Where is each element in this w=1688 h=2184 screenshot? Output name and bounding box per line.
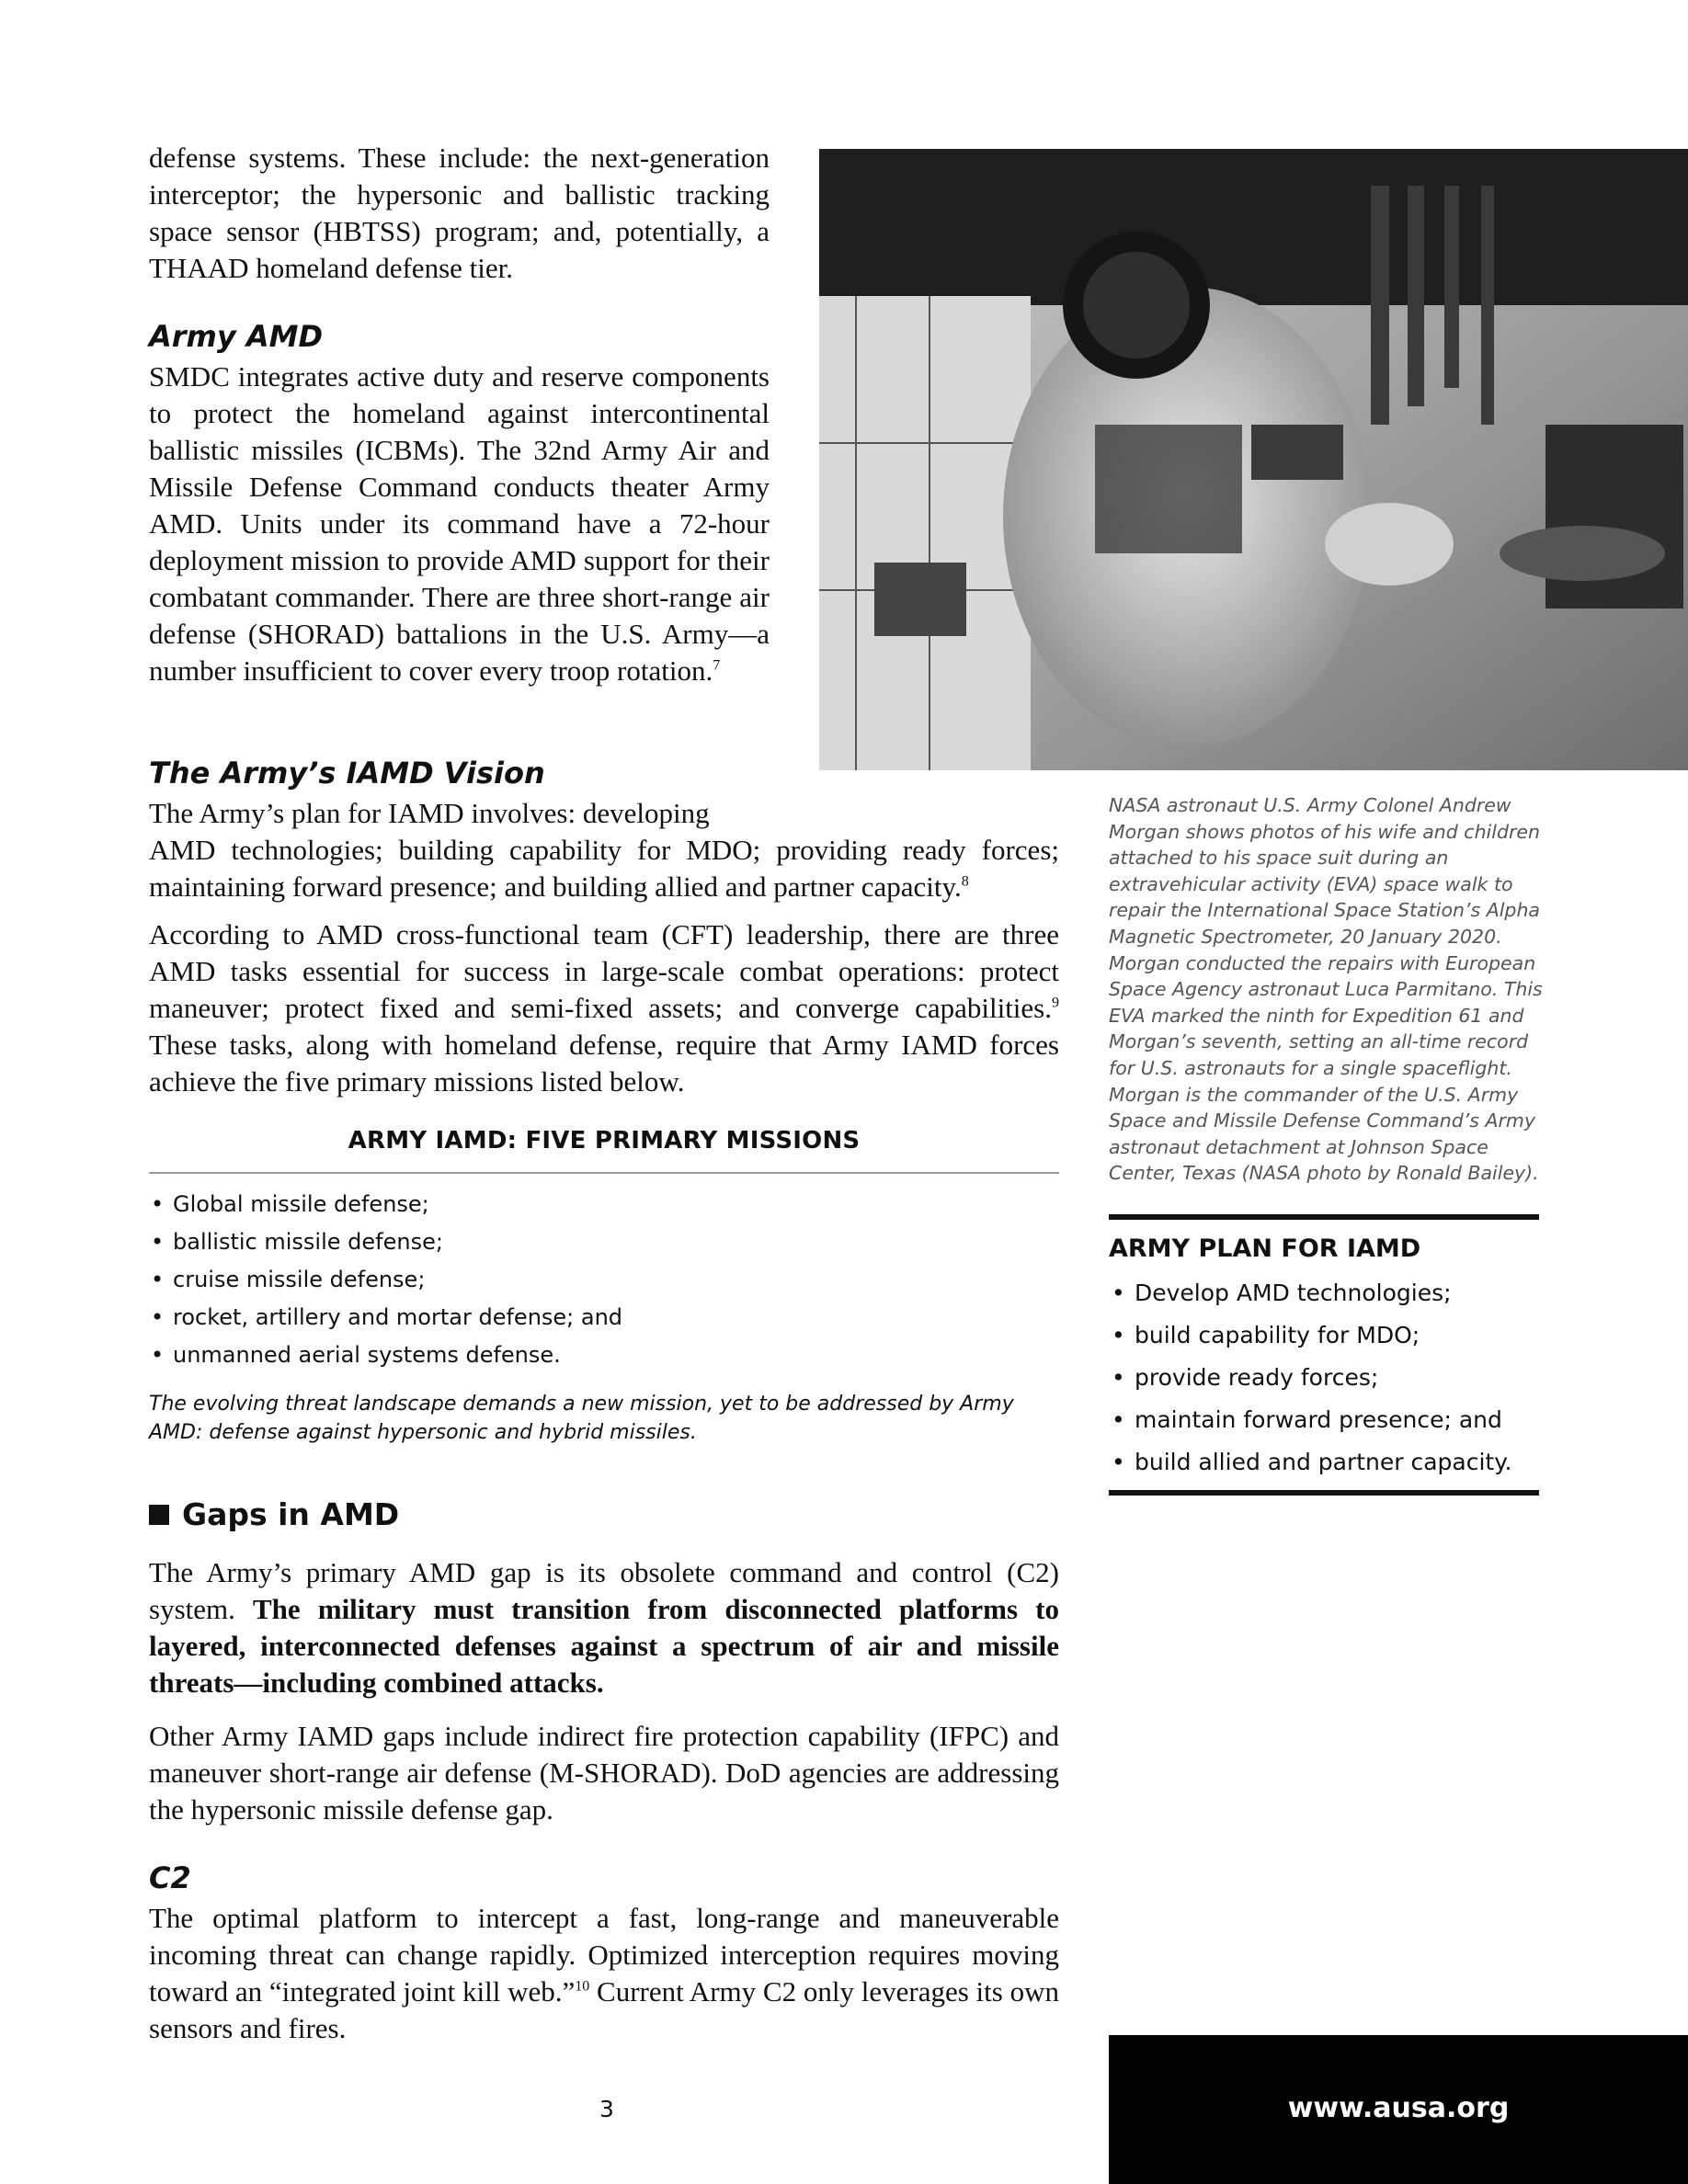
footnote-ref: 10 <box>575 1978 590 1995</box>
website-link[interactable]: www.ausa.org <box>1287 2092 1510 2124</box>
gaps-p1-plain: The Army’s primary AMD gap is its obsolete command and control (C2) system. <box>149 1556 1059 1625</box>
plan-bottom-rule <box>1109 1490 1539 1496</box>
astronaut-illustration <box>819 149 1688 770</box>
vision-line1: The Army’s plan for IAMD involves: developing <box>149 797 710 829</box>
vision-text: AMD technologies; building capability for MDO; providing ready forces; maintaining forward presence; and building allied and partner capacity. <box>149 834 1059 903</box>
c2-text-b: Current Army C2 only leverages its own sensors and fires. <box>149 1975 1060 2044</box>
footnote-ref: 9 <box>1052 995 1059 1011</box>
army-amd-paragraph <box>149 358 770 689</box>
list-item: • rocket, artillery and mortar defense; and <box>149 1299 1059 1337</box>
list-item: • maintain forward presence; and <box>1109 1399 1541 1441</box>
list-item: • build capability for MDO; <box>1109 1314 1541 1357</box>
gaps-heading <box>149 1496 399 1532</box>
gaps-title: Gaps in AMD <box>182 1496 400 1532</box>
page-number: 3 <box>599 2096 614 2122</box>
footnote-ref: 7 <box>713 657 721 674</box>
plan-top-rule <box>1109 1214 1539 1220</box>
plan-list <box>1109 1272 1541 1484</box>
cft-text-2: These tasks, along with homeland defense, require that Army IAMD forces achieve the five primary missions listed below. <box>149 1029 1059 1098</box>
cft-paragraph <box>149 916 1059 1100</box>
cft-text: According to AMD cross-functional team (CFT) leadership, there are three AMD tasks essential for success in large-scale combat operations: protect maneuver; protect fixed and semi-fixed assets; and converge capabilities. <box>149 918 1059 1024</box>
list-item: • Global missile defense; <box>149 1186 1059 1223</box>
list-item: • build allied and partner capacity. <box>1109 1441 1541 1484</box>
missions-note: The evolving threat landscape demands a new mission, yet to be addressed by Army AMD: defense against hypersonic and hybrid missiles. <box>149 1393 1014 1444</box>
missions-list <box>149 1186 1059 1374</box>
gaps-p1-bold: The military must transition from disconnected platforms to layered, interconnected defenses against a spectrum of air and missile threats—including combined attacks. <box>149 1593 1059 1699</box>
square-bullet-icon <box>149 1505 169 1525</box>
footnote-ref: 8 <box>961 873 969 890</box>
list-item: • Develop AMD technologies; <box>1109 1272 1541 1314</box>
missions-title: ARMY IAMD: FIVE PRIMARY MISSIONS <box>348 1127 861 1155</box>
vision-heading: The Army’s IAMD Vision <box>149 756 545 791</box>
list-item: • provide ready forces; <box>1109 1357 1541 1399</box>
missions-divider <box>149 1172 1059 1174</box>
list-item: • unmanned aerial systems defense. <box>149 1337 1059 1374</box>
vision-paragraph <box>149 832 1059 905</box>
list-item: • cruise missile defense; <box>149 1261 1059 1299</box>
gaps-paragraph-2: Other Army IAMD gaps include indirect fire protection capability (IFPC) and maneuver short-range air defense (M-SHORAD). DoD agencies are addressing the hypersonic missile defense gap. <box>149 1720 1059 1826</box>
c2-paragraph <box>149 1900 1059 2047</box>
list-item: • ballistic missile defense; <box>149 1223 1059 1261</box>
intro-paragraph: defense systems. These include: the next-generation interceptor; the hypersonic and ballistic tracking space sensor (HBTSS) program; and, potentially, a THAAD homeland defense tier. <box>149 142 770 284</box>
gaps-paragraph-1 <box>149 1554 1059 1701</box>
astronaut-photo <box>819 149 1688 770</box>
plan-title: ARMY PLAN FOR IAMD <box>1109 1234 1421 1263</box>
c2-text-a: The optimal platform to intercept a fast, long-range and maneuverable incoming threat can change rapidly. Optimized interception requires moving toward an “integrated joint kill web.” <box>149 1902 1059 2008</box>
army-amd-heading: Army AMD <box>149 319 324 354</box>
army-amd-text: SMDC integrates active duty and reserve components to protect the homeland against intercontinental ballistic missiles (ICBMs). The 32nd Army Air and Missile Defense Command conducts theater Army AMD. Units under its command have a 72-hour deployment mission to provide AMD support for their combatant commander. There are three short-range air defense (SHORAD) battalions in the U.S. Army—a number insufficient to cover every troop rotation. <box>149 360 770 687</box>
photo-caption: NASA astronaut U.S. Army Colonel Andrew Morgan shows photos of his wife and children attached to his space suit during an extravehicular activity (EVA) space walk to repair the International Space Station’s Alpha Magnetic Spectrometer, 20 January 2020. Morgan conducted the repairs with European Space Agency astronaut Luca Parmitano. This EVA marked the ninth for Expedition 61 and Morgan’s seventh, setting an all-time record for U.S. astronauts for a single spaceflight. Morgan is the commander of the U.S. Army Space and Missile Defense Command’s Army astronaut detachment at Johnson Space Center, Texas (NASA photo by Ronald Bailey). <box>1109 794 1543 1185</box>
c2-heading: C2 <box>149 1860 191 1895</box>
